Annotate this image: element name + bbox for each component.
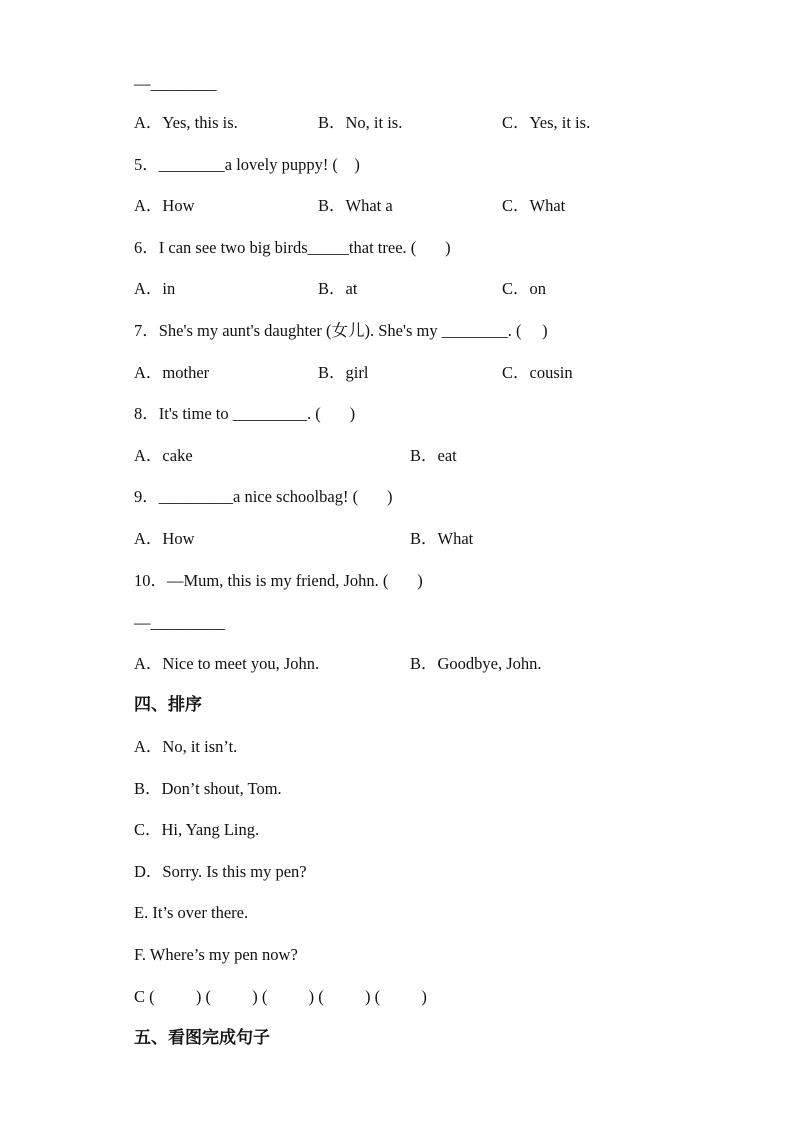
section4-item-f: F. Where’s my pen now? <box>134 945 298 964</box>
q4-answer-line: —________ <box>134 74 217 93</box>
q6-options <box>134 276 754 302</box>
q10-option-a: A．Nice to meet you, John. <box>134 654 320 673</box>
q5-stem: 5．________a lovely puppy! ( ) <box>134 155 360 174</box>
q4-option-b: B．No, it is. <box>318 113 403 132</box>
q5-option-a: A．How <box>134 196 195 215</box>
q10-options <box>134 651 754 677</box>
q9-stem: 9．_________a nice schoolbag! ( ) <box>134 487 393 506</box>
q8-option-b: B．eat <box>410 446 457 465</box>
q7-stem: 7．She's my aunt's daughter (女儿). She's my ________. ( ) <box>134 321 548 340</box>
q9-option-a: A．How <box>134 529 195 548</box>
section5-heading: 五、看图完成句子 <box>134 1028 270 1048</box>
q7-option-a: A．mother <box>134 363 210 382</box>
q7-option-c: C．cousin <box>502 363 573 382</box>
q9-option-b: B．What <box>410 529 474 548</box>
q4-options <box>134 110 754 136</box>
q4-option-a: A．Yes, this is. <box>134 113 238 132</box>
q7-options <box>134 360 754 386</box>
q4-option-c: C．Yes, it is. <box>502 113 591 132</box>
q5-option-c: C．What <box>502 196 566 215</box>
q6-option-a: A．in <box>134 279 176 298</box>
q7-option-b: B．girl <box>318 363 369 382</box>
q6-option-b: B．at <box>318 279 358 298</box>
q10-stem: 10．—Mum, this is my friend, John. ( ) <box>134 571 423 590</box>
section4-item-c: C．Hi, Yang Ling. <box>134 820 260 839</box>
q8-options <box>134 443 754 469</box>
section4-item-d: D．Sorry. Is this my pen? <box>134 862 307 881</box>
q6-option-c: C．on <box>502 279 547 298</box>
q10-answer-line: —_________ <box>134 613 225 632</box>
section4-item-e: E. It’s over there. <box>134 903 249 922</box>
q5-option-b: B．What a <box>318 196 393 215</box>
q6-stem: 6．I can see two big birds_____that tree. ( ) <box>134 238 451 257</box>
q8-stem: 8．It's time to _________. ( ) <box>134 404 356 423</box>
q10-option-b: B．Goodbye, John. <box>410 654 542 673</box>
section4-item-a: A．No, it isn’t. <box>134 737 238 756</box>
section4-heading: 四、排序 <box>134 695 202 715</box>
q9-options <box>134 526 754 552</box>
q5-options <box>134 193 754 219</box>
section4-answer-row: C ( ) ( ) ( ) ( ) ( ) <box>134 987 427 1006</box>
q8-option-a: A．cake <box>134 446 193 465</box>
section4-item-b: B．Don’t shout, Tom. <box>134 779 282 798</box>
